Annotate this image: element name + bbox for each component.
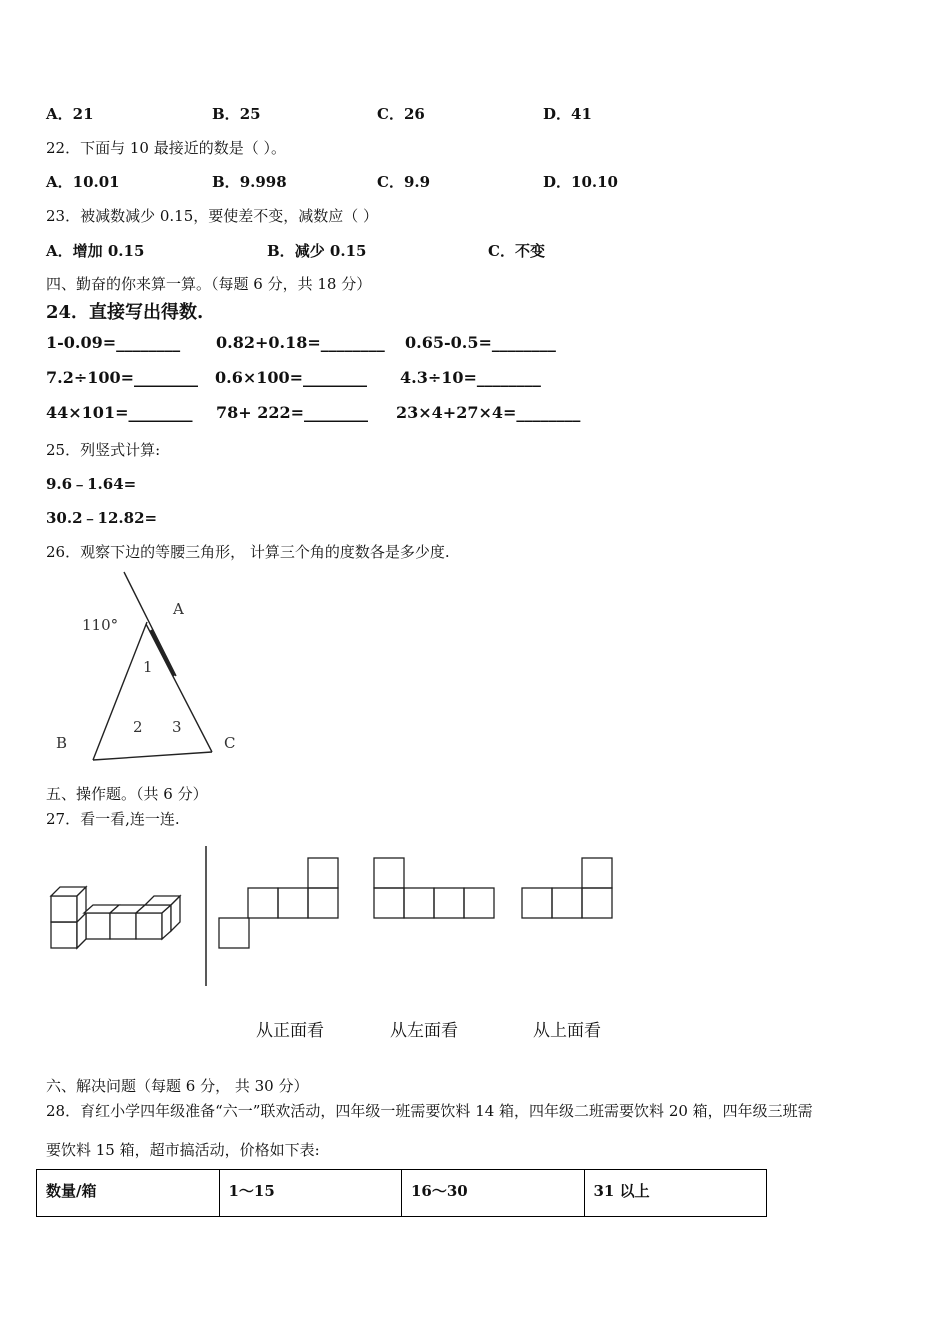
view-label-left: 从左面看: [390, 1021, 458, 1041]
q24-item: 0.82+0.18=________: [216, 333, 385, 352]
table-cell: 1～15: [219, 1170, 402, 1217]
q28-question-line1: 28．育红小学四年级准备“六一”联欢活动，四年级一班需要饮料 14 箱，四年级二班需要饮料 20 箱，四年级三班需: [46, 1102, 813, 1120]
q25-expression: 30.2﹣12.82=: [46, 509, 158, 527]
q24-item: 0.6×100=________: [215, 368, 368, 387]
vertex-a-label: A: [173, 600, 184, 618]
q28-question-line2: 要饮料 15 箱，超市搞活动，价格如下表:: [46, 1141, 320, 1159]
q24-item: 1-0.09=________: [46, 333, 181, 352]
q22-question: 22．下面与 10 最接近的数是（ ）。: [46, 139, 286, 157]
angle-1-label: 1: [143, 658, 153, 676]
table-cell: 16～30: [402, 1170, 585, 1217]
q22-option-b: B．9.998: [212, 173, 287, 191]
q24-item: 7.2÷100=________: [46, 368, 199, 387]
q24-item: 4.3÷10=________: [400, 368, 541, 387]
q25-question: 25．列竖式计算:: [46, 441, 161, 459]
view-label-top: 从上面看: [533, 1021, 601, 1041]
q23-option-b: B．减少 0.15: [267, 242, 367, 260]
q26-question: 26．观察下边的等腰三角形， 计算三个角的度数各是多少度.: [46, 543, 450, 561]
q21-option-c: C．26: [377, 105, 425, 123]
q22-option-d: D．10.10: [543, 173, 618, 191]
vertex-c-label: C: [224, 734, 236, 752]
table-cell: 31 以上: [584, 1170, 767, 1217]
q21-option-d: D．41: [543, 105, 592, 123]
q22-option-c: C．9.9: [377, 173, 431, 191]
q24-item: 0.65-0.5=________: [405, 333, 556, 352]
section6-title: 六、解决问题（每题 6 分， 共 30 分）: [46, 1077, 309, 1095]
table-cell: 数量/箱: [37, 1170, 220, 1217]
q27-question: 27．看一看,连一连.: [46, 810, 180, 828]
angle-3-label: 3: [172, 718, 182, 736]
view-label-front: 从正面看: [256, 1021, 324, 1041]
q23-option-a: A．增加 0.15: [46, 242, 145, 260]
q24-item: 44×101=________: [46, 403, 193, 422]
angle-110-label: 110°: [82, 616, 119, 634]
section5-title: 五、操作题。（共 6 分）: [46, 785, 208, 803]
q24-item: 78+ 222=________: [216, 403, 369, 422]
q24-item: 23×4+27×4=________: [396, 403, 581, 422]
q24-question: 24．直接写出得数.: [46, 302, 204, 323]
price-table: [36, 1169, 767, 1217]
q21-option-a: A．21: [46, 105, 94, 123]
q22-option-a: A．10.01: [46, 173, 120, 191]
angle-2-label: 2: [133, 718, 143, 736]
vertex-b-label: B: [56, 734, 68, 752]
q25-expression: 9.6﹣1.64=: [46, 475, 137, 493]
q23-question: 23．被减数减少 0.15，要使差不变，减数应（ ）: [46, 207, 379, 225]
table-row: [37, 1170, 767, 1217]
q21-option-b: B．25: [212, 105, 261, 123]
section4-title: 四、勤奋的你来算一算。（每题 6 分，共 18 分）: [46, 275, 372, 293]
q23-option-c: C．不变: [488, 242, 545, 260]
